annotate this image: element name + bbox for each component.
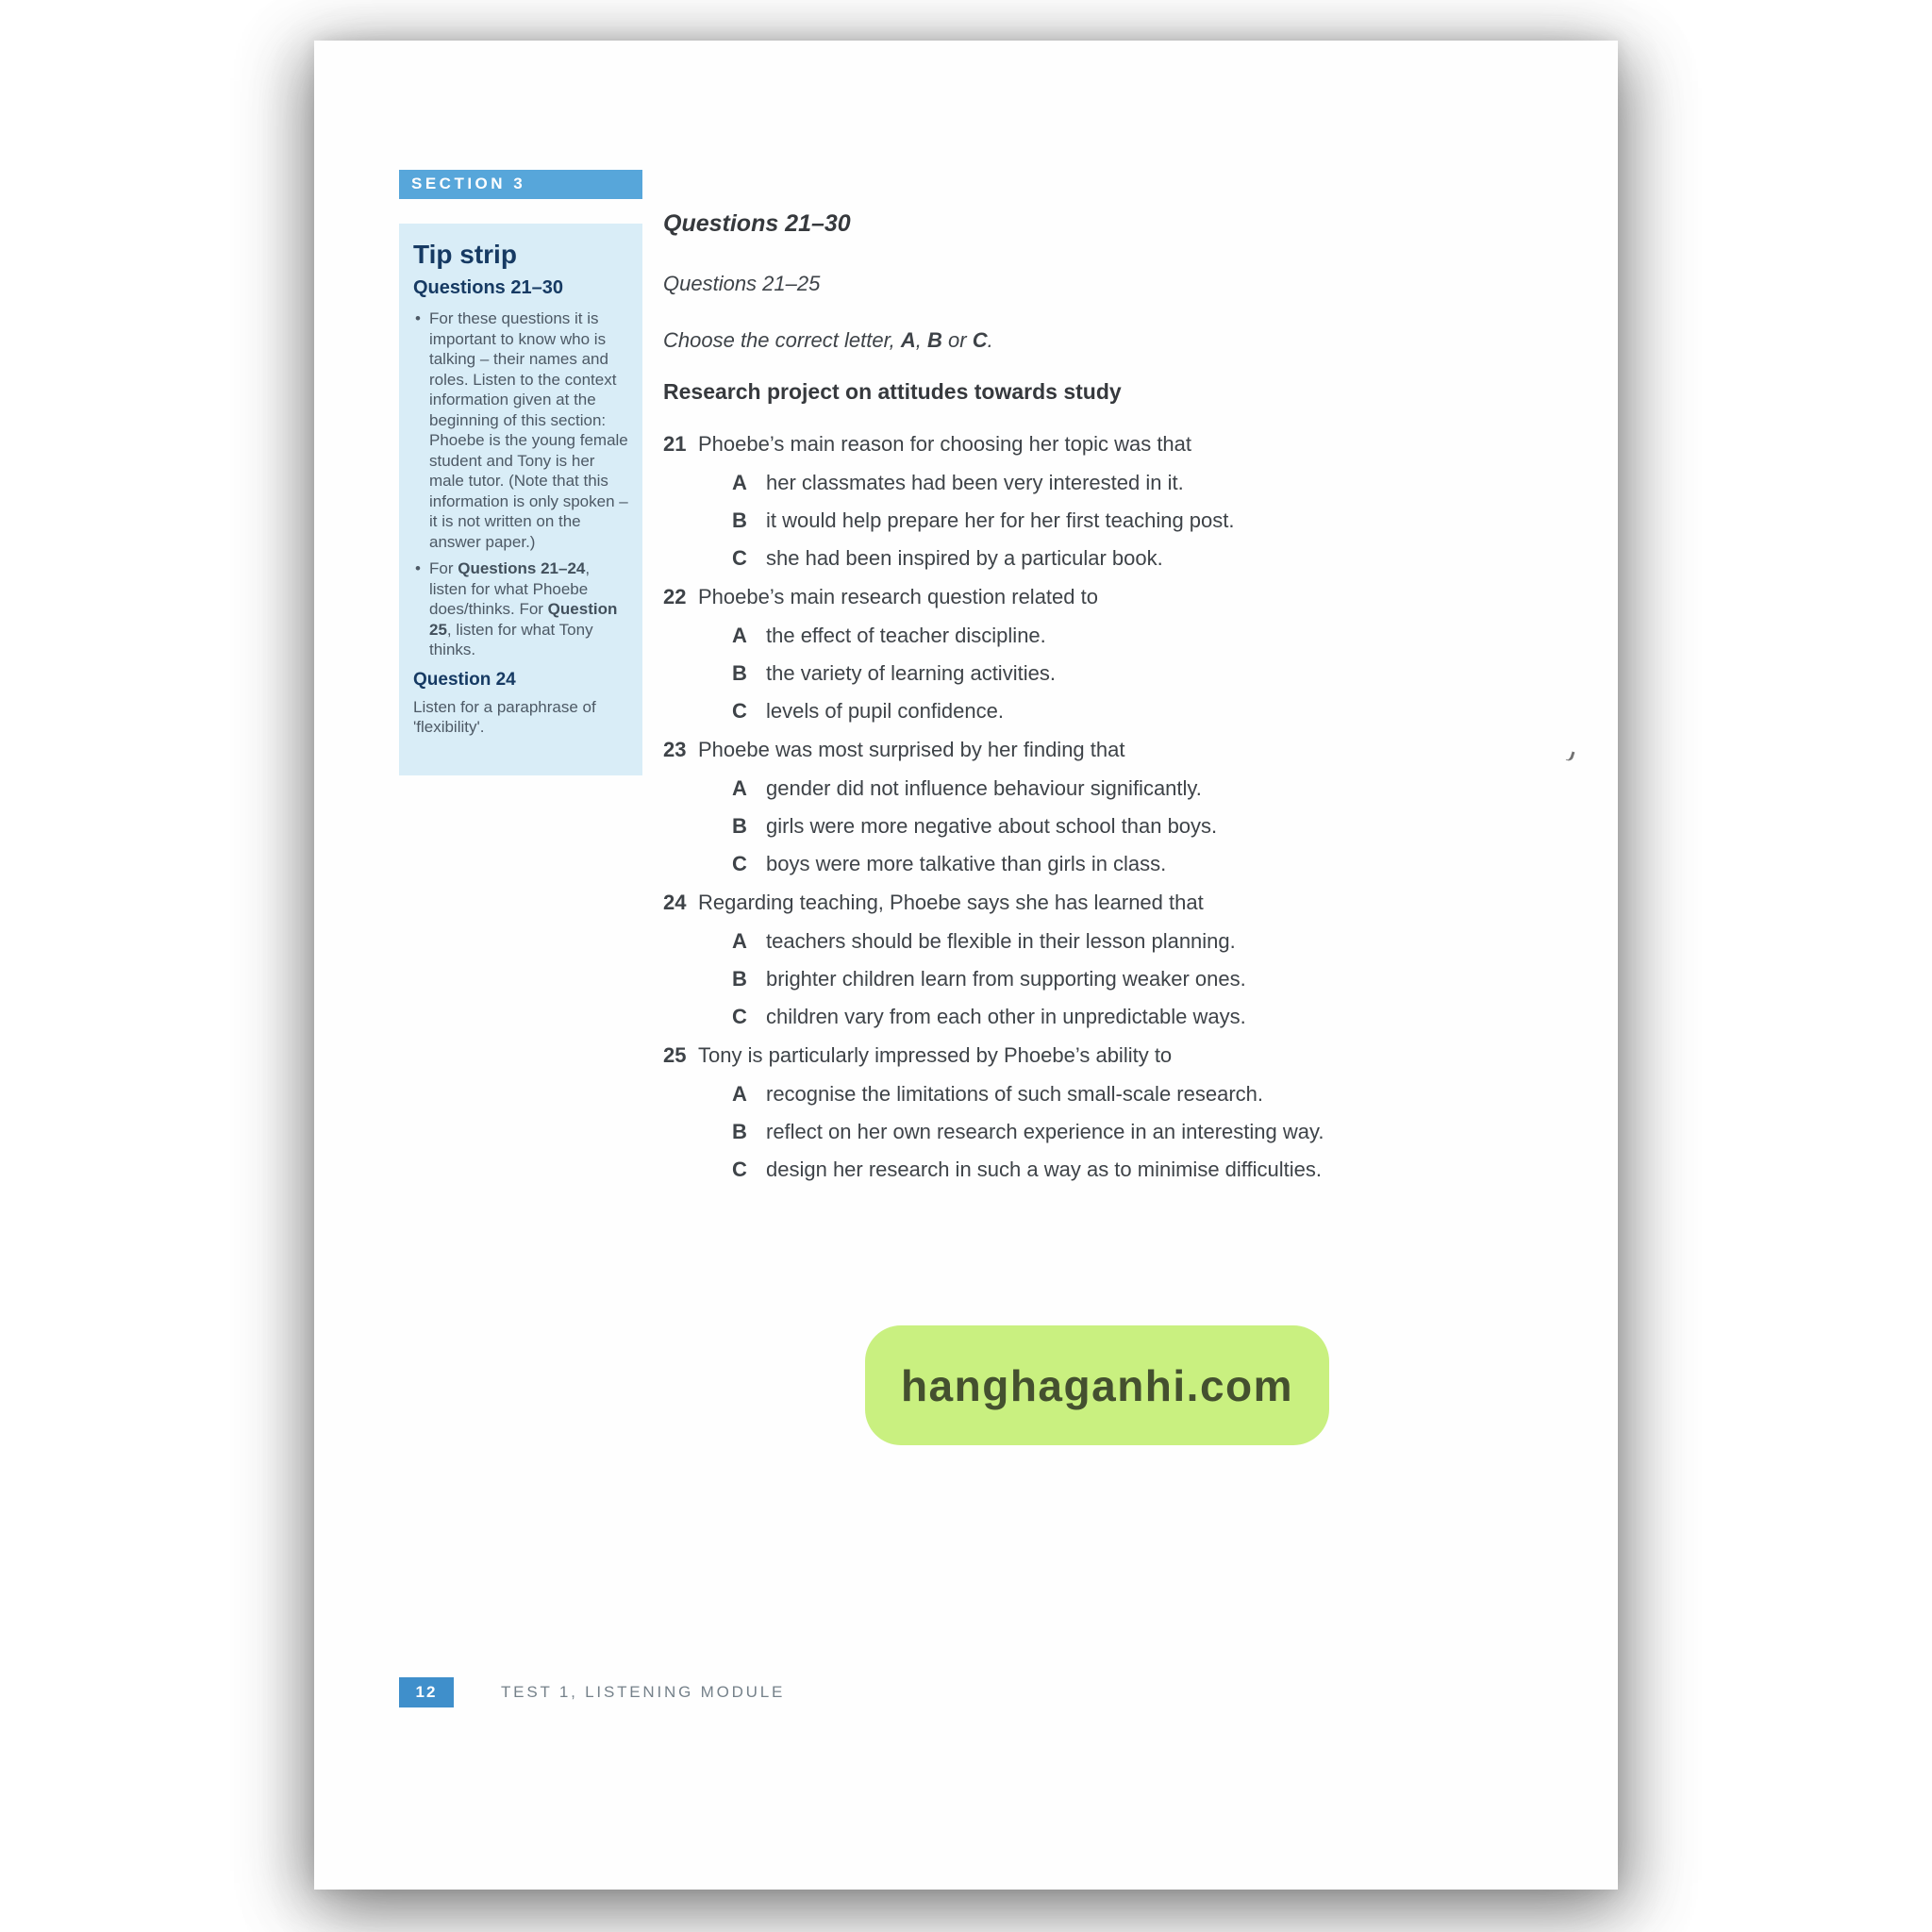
question-number: 24 xyxy=(663,891,687,914)
option-letter: B xyxy=(732,814,747,838)
answer-option xyxy=(663,1157,1418,1182)
tip-bullet-2-text: , listen for what Phoebe does/thinks. For xyxy=(429,559,591,618)
option-text: design her research in such a way as to minimise difficulties. xyxy=(766,1158,1322,1181)
option-letter: C xyxy=(732,546,747,570)
option-letter: A xyxy=(732,471,747,494)
answer-option xyxy=(663,508,1418,533)
answer-option xyxy=(663,775,1418,801)
instruction-letter-b: B xyxy=(927,328,942,352)
answer-option xyxy=(663,545,1418,571)
instruction-letter-c: C xyxy=(972,328,988,352)
question-options xyxy=(663,623,1418,724)
option-letter: A xyxy=(732,1082,747,1106)
questions-list xyxy=(663,431,1418,1182)
option-text: the effect of teacher discipline. xyxy=(766,624,1046,647)
question-number: 23 xyxy=(663,738,687,761)
tip-strip-subtitle: Questions 21–30 xyxy=(413,277,563,298)
question-stem: Phoebe’s main reason for choosing her topic was that xyxy=(698,432,1192,456)
question-options xyxy=(663,775,1418,876)
option-text: her classmates had been very interested in it. xyxy=(766,471,1184,494)
answer-option xyxy=(663,813,1418,839)
option-text: levels of pupil confidence. xyxy=(766,699,1004,723)
option-letter: C xyxy=(732,1005,747,1028)
question-stem: Phoebe was most surprised by her finding that xyxy=(698,738,1125,761)
instruction-text: , xyxy=(915,328,928,352)
question-head xyxy=(663,737,1418,762)
scanned-book-page xyxy=(314,41,1618,1890)
page-footer xyxy=(399,1677,785,1707)
question-block xyxy=(663,737,1418,876)
option-text: the variety of learning activities. xyxy=(766,661,1056,685)
answer-option xyxy=(663,470,1418,495)
question-block xyxy=(663,431,1418,571)
section-banner: SECTION 3 xyxy=(399,170,642,199)
answer-option xyxy=(663,1081,1418,1107)
question-stem: Tony is particularly impressed by Phoebe’s ability to xyxy=(698,1043,1173,1067)
option-letter: C xyxy=(732,852,747,875)
answer-option xyxy=(663,698,1418,724)
option-text: girls were more negative about school than boys. xyxy=(766,814,1218,838)
topic-heading: Research project on attitudes towards study xyxy=(663,379,1122,404)
answer-option xyxy=(663,966,1418,991)
page-number-badge: 12 xyxy=(399,1677,454,1707)
ink-speck-mark xyxy=(1565,750,1574,762)
question-block xyxy=(663,1042,1418,1182)
tip-bullet-2-bold-2: Question 25 xyxy=(429,600,618,639)
main-content xyxy=(663,210,1418,1195)
questions-subrange: Questions 21–25 xyxy=(663,272,821,295)
tip-bullet-1: • For these questions it is important to know who is talking – their names and roles. Listen to the context information given at the beginning of this section: Phoebe is the young female student and Tony is her male tutor. (Note that this information is only spoken – it is not written on the answer paper.) xyxy=(413,308,629,552)
instruction-text: Choose the correct letter, xyxy=(663,328,901,352)
tip-bullet-2 xyxy=(413,558,629,660)
question-options xyxy=(663,470,1418,571)
option-letter: B xyxy=(732,967,747,991)
question-head xyxy=(663,584,1418,609)
question-options xyxy=(663,1081,1418,1182)
question-number: 25 xyxy=(663,1043,687,1067)
answer-option xyxy=(663,660,1418,686)
option-letter: A xyxy=(732,929,747,953)
question-head xyxy=(663,890,1418,915)
answer-option xyxy=(663,851,1418,876)
question-number: 22 xyxy=(663,585,687,608)
option-text: children vary from each other in unpredictable ways. xyxy=(766,1005,1246,1028)
option-letter: B xyxy=(732,508,747,532)
question-stem: Regarding teaching, Phoebe says she has learned that xyxy=(698,891,1204,914)
tip-strip-title: Tip strip xyxy=(413,240,517,269)
option-letter: C xyxy=(732,1158,747,1181)
question-options xyxy=(663,928,1418,1029)
question-block xyxy=(663,584,1418,724)
instruction-letter-a: A xyxy=(900,328,916,352)
questions-range-title: Questions 21–30 xyxy=(663,210,851,237)
question-stem: Phoebe’s main research question related to xyxy=(698,585,1098,608)
instruction-line xyxy=(663,328,1418,353)
tip-question-24-note: Listen for a paraphrase of 'flexibility'. xyxy=(413,697,596,736)
option-text: brighter children learn from supporting weaker ones. xyxy=(766,967,1246,991)
option-text: boys were more talkative than girls in class. xyxy=(766,852,1167,875)
tip-bullet-2-bold-1: Questions 21–24 xyxy=(458,559,586,577)
instruction-text: or xyxy=(941,328,973,352)
footer-module-label: TEST 1, LISTENING MODULE xyxy=(501,1683,786,1701)
option-text: reflect on her own research experience in an interesting way. xyxy=(766,1120,1324,1143)
answer-option xyxy=(663,928,1418,954)
question-head xyxy=(663,1042,1418,1068)
option-text: recognise the limitations of such small-scale research. xyxy=(766,1082,1264,1106)
option-letter: A xyxy=(732,624,747,647)
option-letter: C xyxy=(732,699,747,723)
tip-bullet-2-text: For xyxy=(429,559,458,577)
option-text: she had been inspired by a particular book. xyxy=(766,546,1163,570)
sidebar xyxy=(399,170,642,775)
answer-option xyxy=(663,1119,1418,1144)
tip-question-24-heading: Question 24 xyxy=(413,669,516,690)
question-block xyxy=(663,890,1418,1029)
answer-option xyxy=(663,623,1418,648)
question-head xyxy=(663,431,1418,457)
instruction-text: . xyxy=(987,328,993,352)
tip-strip-box xyxy=(399,224,642,775)
option-letter: B xyxy=(732,1120,747,1143)
answer-option xyxy=(663,1004,1418,1029)
question-number: 21 xyxy=(663,432,687,456)
tip-bullet-2-text: , listen for what Tony thinks. xyxy=(429,620,593,658)
option-letter: B xyxy=(732,661,747,685)
watermark-badge: hanghaganhi.com xyxy=(865,1325,1329,1445)
option-text: it would help prepare her for her first teaching post. xyxy=(766,508,1235,532)
option-letter: A xyxy=(732,776,747,800)
option-text: teachers should be flexible in their lesson planning. xyxy=(766,929,1236,953)
option-text: gender did not influence behaviour significantly. xyxy=(766,776,1202,800)
